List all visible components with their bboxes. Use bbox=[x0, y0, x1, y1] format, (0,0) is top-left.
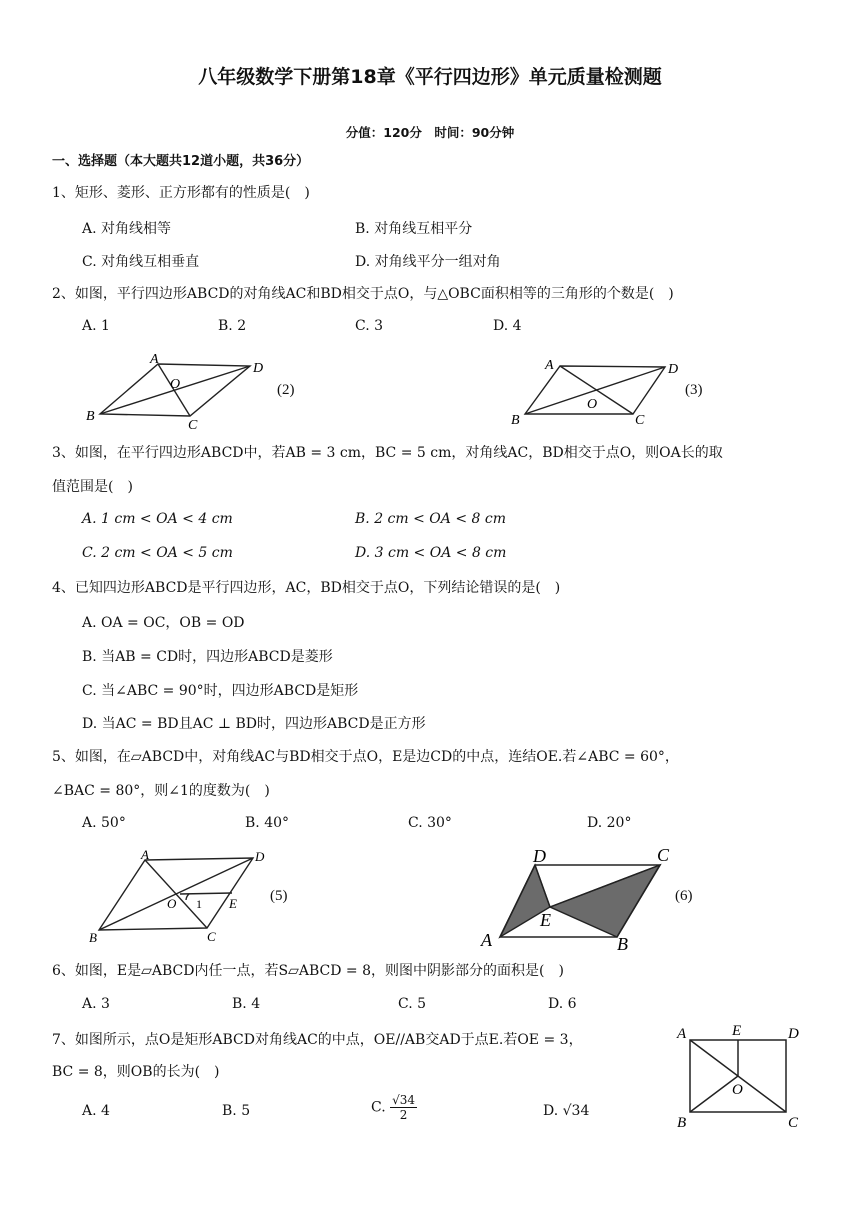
question-4-stem: 4、已知四边形ABCD是平行四边形，AC，BD相交于点O，下列结论错误的是( ) bbox=[52, 580, 561, 596]
fraction-numerator: √34 bbox=[392, 1093, 416, 1107]
question-5-stem-line1: 5、如图，在▱ABCD中，对角线AC与BD相交于点O，E是边CD的中点，连结OE.若∠ABC = 60°， bbox=[52, 749, 679, 765]
figure-6-shaded-parallelogram bbox=[475, 840, 680, 955]
question-2-option-d[interactable]: D. 4 bbox=[493, 318, 522, 334]
fig3-label-b: B bbox=[511, 413, 520, 428]
question-3-option-b[interactable]: B. 2 cm < OA < 8 cm bbox=[355, 511, 506, 527]
section-heading: 一、选择题（本大题共12道小题，共36分） bbox=[52, 154, 310, 169]
fig5-label-e: E bbox=[229, 896, 237, 911]
question-4-option-c[interactable]: C. 当∠ABC = 90°时，四边形ABCD是矩形 bbox=[82, 683, 359, 699]
question-7-stem-line1: 7、如图所示，点O是矩形ABCD对角线AC的中点，OE//AB交AD于点E.若OE = 3， bbox=[52, 1032, 583, 1048]
fig5-label-c: C bbox=[207, 929, 216, 944]
question-4-option-b[interactable]: B. 当AB = CD时，四边形ABCD是菱形 bbox=[82, 649, 333, 665]
question-3-stem-line1: 3、如图，在平行四边形ABCD中，若AB = 3 cm，BC = 5 cm，对角线AC，BD相交于点O，则OA长的取 bbox=[52, 445, 723, 461]
fig2-label-a: A bbox=[150, 352, 159, 367]
fig6-label-b: B bbox=[617, 934, 628, 954]
fig7-label-a: A bbox=[677, 1026, 687, 1042]
page-title: 八年级数学下册第18章《平行四边形》单元质量检测题 bbox=[198, 66, 662, 88]
fig3-label-d: D bbox=[668, 362, 679, 377]
fig5-label-a: A bbox=[141, 847, 149, 862]
question-3-option-d[interactable]: D. 3 cm < OA < 8 cm bbox=[355, 545, 507, 561]
question-7-option-c[interactable] bbox=[371, 1093, 417, 1122]
question-5-option-a[interactable]: A. 50° bbox=[82, 815, 126, 831]
question-1-option-b[interactable]: B. 对角线互相平分 bbox=[355, 221, 473, 237]
fig7-label-o: O bbox=[732, 1082, 743, 1098]
question-6-option-b[interactable]: B. 4 bbox=[232, 996, 261, 1012]
question-3-option-a[interactable]: A. 1 cm < OA < 4 cm bbox=[82, 511, 233, 527]
figure-2-parallelogram bbox=[80, 350, 270, 430]
question-7-option-c-fraction bbox=[390, 1093, 417, 1122]
figure-5-parallelogram bbox=[85, 842, 280, 946]
question-1-option-d[interactable]: D. 对角线平分一组对角 bbox=[355, 254, 501, 270]
fig5-label-o: O bbox=[167, 896, 177, 911]
fraction-denominator: 2 bbox=[399, 1108, 408, 1122]
fig5-label-angle-1: 1 bbox=[196, 897, 202, 911]
question-5-option-c[interactable]: C. 30° bbox=[408, 815, 452, 831]
question-6-option-c[interactable]: C. 5 bbox=[398, 996, 427, 1012]
question-6-stem: 6、如图，E是▱ABCD内任一点，若S▱ABCD = 8，则图中阴影部分的面积是( ) bbox=[52, 963, 564, 979]
question-7-option-c-letter: C. bbox=[371, 1099, 386, 1116]
figure-3-caption: (3) bbox=[685, 382, 703, 398]
question-2-option-a[interactable]: A. 1 bbox=[82, 318, 110, 334]
fig3-label-o: O bbox=[587, 397, 598, 412]
question-2-option-b[interactable]: B. 2 bbox=[218, 318, 247, 334]
question-6-option-d[interactable]: D. 6 bbox=[548, 996, 577, 1012]
figure-3-parallelogram bbox=[505, 350, 685, 430]
question-3-stem-line2: 值范围是( ) bbox=[52, 479, 133, 495]
question-5-option-d[interactable]: D. 20° bbox=[587, 815, 632, 831]
fig3-label-c: C bbox=[635, 413, 645, 428]
figure-7-rectangle bbox=[672, 1020, 807, 1132]
fig2-label-c: C bbox=[188, 418, 198, 430]
figure-2-caption: (2) bbox=[277, 382, 295, 398]
fig5-label-d: D bbox=[255, 849, 265, 864]
fig5-label-b: B bbox=[89, 930, 97, 945]
question-3-option-c[interactable]: C. 2 cm < OA < 5 cm bbox=[82, 545, 233, 561]
fig7-label-b: B bbox=[677, 1115, 687, 1131]
fig7-label-e: E bbox=[732, 1023, 742, 1039]
question-1-stem: 1、矩形、菱形、正方形都有的性质是( ) bbox=[52, 185, 310, 201]
question-7-option-a[interactable]: A. 4 bbox=[82, 1103, 110, 1119]
fig6-label-a: A bbox=[481, 930, 492, 950]
fig2-label-d: D bbox=[253, 361, 264, 376]
question-7-option-b[interactable]: B. 5 bbox=[222, 1103, 251, 1119]
fig3-label-a: A bbox=[545, 358, 554, 373]
fig7-label-c: C bbox=[788, 1115, 799, 1131]
fig6-label-e: E bbox=[540, 910, 551, 930]
fig7-label-d: D bbox=[788, 1026, 799, 1042]
question-1-option-a[interactable]: A. 对角线相等 bbox=[82, 221, 172, 237]
fig2-label-o: O bbox=[170, 377, 181, 392]
fig2-label-b: B bbox=[86, 409, 95, 424]
figure-5-caption: (5) bbox=[270, 888, 288, 904]
question-1-option-c[interactable]: C. 对角线互相垂直 bbox=[82, 254, 200, 270]
question-4-option-a[interactable]: A. OA = OC，OB = OD bbox=[82, 615, 245, 631]
figure-6-caption: (6) bbox=[675, 888, 693, 904]
question-5-stem-line2: ∠BAC = 80°，则∠1的度数为( ) bbox=[52, 783, 270, 799]
question-5-option-b[interactable]: B. 40° bbox=[245, 815, 290, 831]
question-4-option-d[interactable]: D. 当AC = BD且AC ⊥ BD时，四边形ABCD是正方形 bbox=[82, 716, 426, 732]
question-2-option-c[interactable]: C. 3 bbox=[355, 318, 384, 334]
question-7-option-d[interactable]: D. √34 bbox=[543, 1103, 590, 1119]
question-6-option-a[interactable]: A. 3 bbox=[82, 996, 110, 1012]
question-7-stem-line2: BC = 8，则OB的长为( ) bbox=[52, 1064, 220, 1080]
fig6-label-d: D bbox=[533, 846, 546, 866]
score-time-info: 分值：120分 时间：90分钟 bbox=[345, 125, 515, 140]
fig6-label-c: C bbox=[657, 845, 670, 865]
question-2-stem: 2、如图，平行四边形ABCD的对角线AC和BD相交于点O，与△OBC面积相等的三角形的个数是( ) bbox=[52, 286, 674, 302]
